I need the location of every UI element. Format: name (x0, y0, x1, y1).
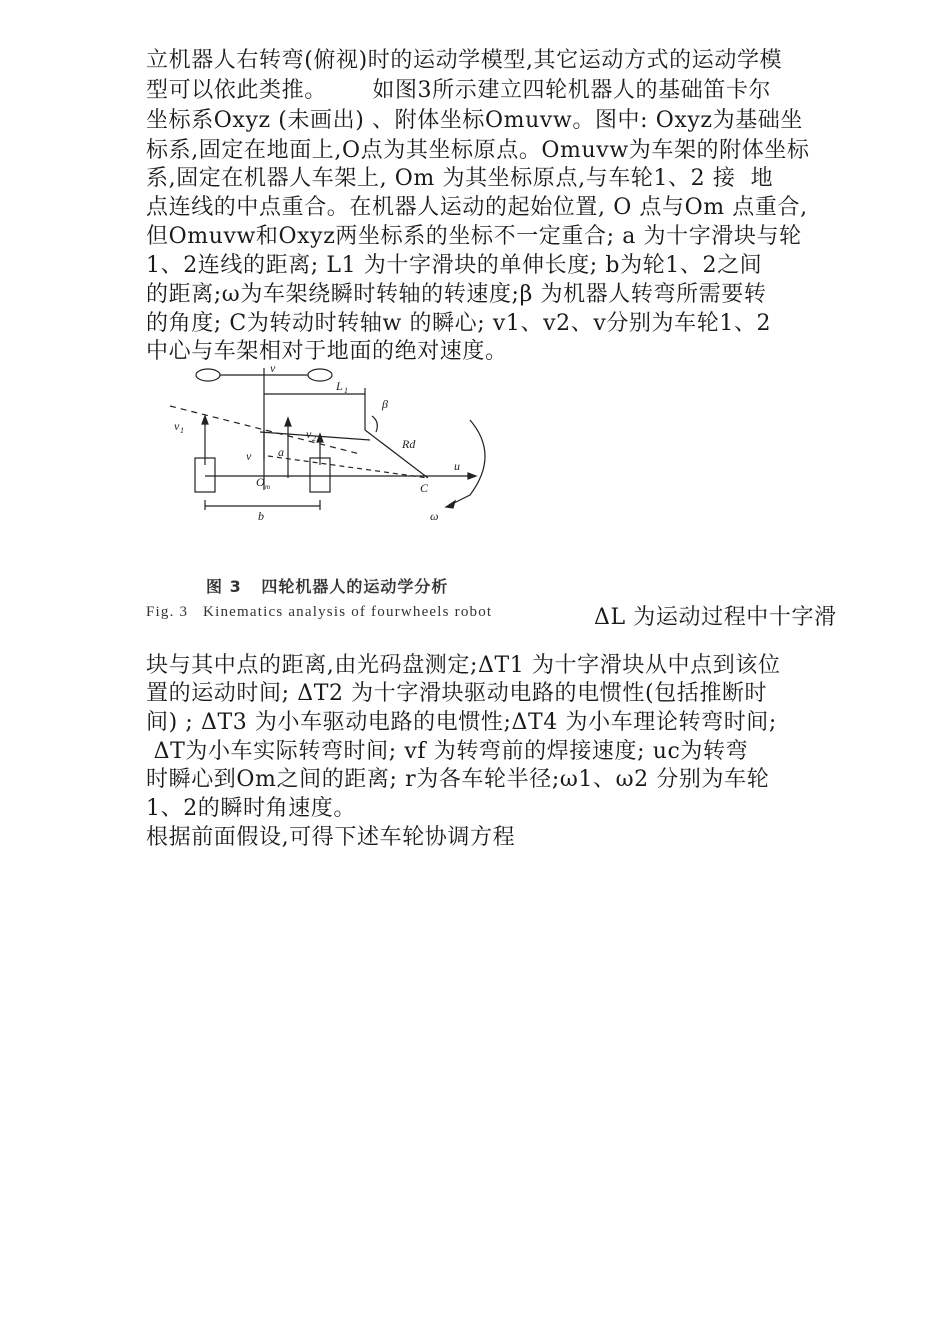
label-beta: β (382, 397, 388, 411)
label-om: O (256, 475, 265, 489)
text-line: 系,固定在机器人车架上, Om 为其坐标原点,与车轮1、2 接 地 (146, 166, 774, 191)
label-a: a (278, 445, 284, 459)
kinematics-diagram (150, 360, 510, 530)
text-line: 时瞬心到Om之间的距离; r为各车轮半径;ω1、ω2 分别为车轮 (146, 767, 770, 792)
text-line: 的距离;ω为车架绕瞬时转轴的转速度;β 为机器人转弯所需要转 (146, 282, 767, 307)
label-b: b (258, 509, 264, 523)
beta-arc (372, 416, 377, 432)
label-omega: ω (430, 509, 439, 523)
label-v1: v (174, 419, 180, 433)
top-wheel-left (196, 369, 220, 381)
top-wheel-right (308, 369, 332, 381)
kinematics-figure (150, 360, 510, 530)
label-rd: Rd (402, 437, 416, 451)
text-line: 1、2连线的距离; L1 为十字滑块的单伸长度; b为轮1、2之间 (146, 253, 763, 278)
label-c: C (420, 481, 429, 495)
text-line: 的角度; C为转动时转轴w 的瞬心; v1、v2、v分别为车轮1、2 (146, 311, 772, 336)
text-line: 但Omuvw和Oxyz两坐标系的坐标不一定重合; a 为十字滑块与轮 (146, 224, 802, 249)
text-line: 中心与车架相对于地面的绝对速度。 (146, 339, 508, 364)
svg-text:1: 1 (344, 386, 348, 395)
dashed-line (170, 406, 360, 454)
figure-caption-en: Fig. 3 Kinematics analysis of fourwheels robot (146, 604, 493, 620)
text-line: 坐标系Oxyz (未画出) 、附体坐标Omuvw。图中: Oxyz为基础坐 (146, 108, 804, 133)
text-line: 立机器人右转弯(俯视)时的运动学模型,其它运动方式的运动学模 (146, 48, 783, 73)
text-line: 块与其中点的距离,由光码盘测定;ΔT1 为十字滑块从中点到该位 (146, 653, 781, 678)
svg-text:m: m (265, 483, 271, 491)
figure-caption-cn: 图 3 四轮机器人的运动学分析 (206, 577, 449, 596)
label-l1: L (336, 379, 343, 393)
text-line: 标系,固定在地面上,O点为其坐标原点。Omuvw为车架的附体坐标 (146, 138, 810, 163)
text-line: 间) ; ΔT3 为小车驱动电路的电惯性;ΔT4 为小车理论转弯时间; (146, 710, 777, 735)
text-line: 根据前面假设,可得下述车轮协调方程 (146, 825, 516, 850)
text-line: ΔT为小车实际转弯时间; vf 为转弯前的焊接速度; uc为转弯 (146, 739, 749, 764)
label-v-mid: v (246, 449, 252, 463)
label-v2: v (306, 427, 312, 441)
text-line: 置的运动时间; ΔT2 为十字滑块驱动电路的电惯性(包括推断时 (146, 681, 768, 706)
svg-text:2: 2 (312, 434, 316, 443)
label-u: u (454, 459, 460, 473)
svg-text:1: 1 (180, 426, 184, 435)
text-line: 型可以依此类推。 如图3所示建立四轮机器人的基础笛卡尔 (146, 78, 772, 103)
text-line: 1、2的瞬时角速度。 (146, 796, 356, 821)
caption-tail-text: ΔL 为运动过程中十字滑 (594, 605, 837, 630)
text-line: 点连线的中点重合。在机器人运动的起始位置, O 点与Om 点重合, (146, 195, 808, 220)
label-v-top: v (270, 361, 276, 375)
rd-line (365, 430, 428, 478)
